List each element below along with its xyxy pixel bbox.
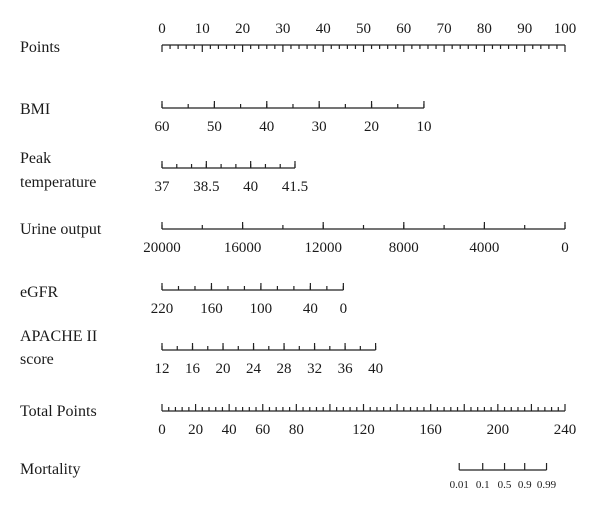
points-tick-label: 80 <box>476 21 492 37</box>
peak-temperature-tick-label: 37 <box>154 179 170 195</box>
points-tick-label: 100 <box>553 21 577 37</box>
apache-ii-tick-label: 32 <box>307 361 323 377</box>
total-points-tick-label: 240 <box>553 422 577 438</box>
bmi-tick-label: 60 <box>154 119 170 135</box>
total-points-tick-label: 20 <box>188 422 204 438</box>
points-tick-label: 30 <box>275 21 291 37</box>
row-label: BMI <box>20 101 51 118</box>
urine-output-tick-label: 20000 <box>143 240 181 256</box>
row-label: temperature <box>20 174 97 191</box>
egfr-tick-label: 160 <box>200 301 223 317</box>
mortality-tick-label: 0.99 <box>536 479 557 491</box>
peak-temperature-tick-label: 38.5 <box>193 179 220 195</box>
egfr-tick-label: 0 <box>339 301 348 317</box>
points-tick-label: 20 <box>235 21 251 37</box>
row-label: Mortality <box>20 461 81 478</box>
points-tick-label: 10 <box>194 21 210 37</box>
bmi-tick-label: 40 <box>259 119 275 135</box>
bmi-tick-label: 20 <box>364 119 380 135</box>
apache-ii-tick-label: 20 <box>215 361 231 377</box>
peak-temperature-tick-label: 41.5 <box>281 179 309 195</box>
row-label: Total Points <box>20 403 97 420</box>
points-tick-label: 50 <box>356 21 371 37</box>
mortality-tick-label: 0.9 <box>517 479 532 491</box>
row-label: APACHE II <box>20 328 98 345</box>
egfr-tick-label: 100 <box>249 301 273 317</box>
total-points-tick-label: 120 <box>352 422 375 438</box>
egfr-tick-label: 40 <box>302 301 318 317</box>
row-label: eGFR <box>20 284 59 301</box>
total-points-tick-label: 80 <box>288 422 304 438</box>
points-tick-label: 70 <box>436 21 452 37</box>
row-label: Urine output <box>20 221 102 238</box>
total-points-tick-label: 0 <box>158 422 166 438</box>
bmi-tick-label: 50 <box>206 119 222 135</box>
apache-ii-tick-label: 28 <box>276 361 292 377</box>
urine-output-tick-label: 4000 <box>469 240 500 256</box>
points-tick-label: 40 <box>315 21 331 37</box>
row-label: Points <box>20 39 61 56</box>
apache-ii-tick-label: 36 <box>337 361 353 377</box>
bmi-tick-label: 10 <box>416 119 432 135</box>
urine-output-tick-label: 16000 <box>223 240 262 256</box>
points-tick-label: 90 <box>517 21 533 37</box>
egfr-tick-label: 220 <box>150 301 174 317</box>
mortality-tick-label: 0.01 <box>449 479 469 491</box>
bmi-tick-label: 30 <box>311 119 327 135</box>
row-label: Peak <box>20 150 52 167</box>
total-points-tick-label: 40 <box>221 422 237 438</box>
points-tick-label: 0 <box>158 21 166 37</box>
total-points-tick-label: 60 <box>255 422 271 438</box>
total-points-tick-label: 160 <box>419 422 442 438</box>
mortality-tick-label: 0.5 <box>497 479 512 491</box>
urine-output-tick-label: 8000 <box>388 240 419 256</box>
apache-ii-tick-label: 16 <box>185 361 201 377</box>
mortality-tick-label: 0.1 <box>475 479 490 491</box>
row-label: score <box>20 351 54 368</box>
peak-temperature-tick-label: 40 <box>243 179 259 195</box>
apache-ii-tick-label: 40 <box>368 361 384 377</box>
total-points-tick-label: 200 <box>486 422 510 438</box>
points-tick-label: 60 <box>396 21 412 37</box>
apache-ii-tick-label: 24 <box>246 361 262 377</box>
urine-output-tick-label: 0 <box>561 240 569 256</box>
urine-output-tick-label: 12000 <box>304 240 342 256</box>
apache-ii-tick-label: 12 <box>154 361 170 377</box>
